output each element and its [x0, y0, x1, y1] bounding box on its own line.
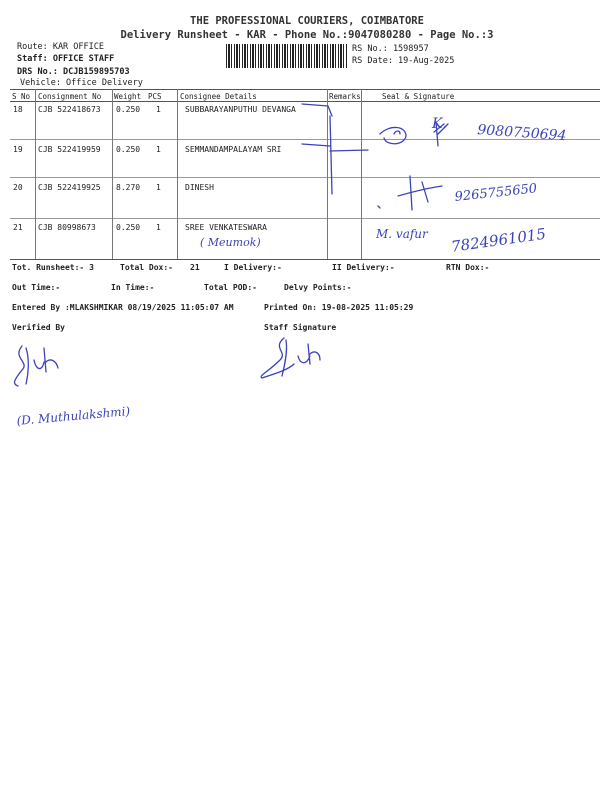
row20-signature — [372, 172, 462, 214]
printed-on: Printed On: 19-08-2025 11:05:29 — [264, 303, 414, 312]
i-delivery: I Delivery:- — [224, 263, 282, 272]
row-consignee: SEMMANDAMPALAYAM SRI — [185, 145, 282, 154]
table-top-rule — [10, 89, 600, 90]
row-pcs: 1 — [156, 105, 161, 114]
entered-by: Entered By :MLAKSHMIKAR 08/19/2025 11:05:07 AM — [12, 303, 234, 312]
row21-recipient-name: M. vafur — [376, 227, 428, 241]
row21-phone: 7824961015 — [450, 224, 548, 256]
handwritten-bracket-mark — [290, 96, 370, 206]
col-header-consignee: Consignee Details — [180, 92, 257, 101]
rs-number: RS No.: 1598957 — [352, 44, 429, 54]
row-weight: 0.250 — [116, 105, 141, 114]
verifier-signature — [8, 340, 78, 390]
row18-mark: K. — [432, 116, 447, 132]
row-weight: 8.270 — [116, 183, 141, 192]
staff-signature-label: Staff Signature — [264, 323, 337, 332]
delvy-points: Delvy Points:- — [284, 283, 352, 292]
row-consignee: DINESH — [185, 183, 214, 192]
verifier-name: (D. Muthulakshmi) — [16, 404, 131, 428]
rtn-dox: RTN Dox:- — [446, 263, 490, 272]
col-header-pcs: PCS — [148, 92, 162, 101]
row-pcs: 1 — [156, 145, 161, 154]
barcode — [226, 44, 348, 68]
ii-delivery: II Delivery:- — [332, 263, 395, 272]
row-consignment: CJB 522419925 — [38, 183, 101, 192]
total-dox-label: Total Dox:- — [120, 263, 173, 272]
total-pod: Total POD:- — [204, 283, 257, 292]
col-rule — [112, 89, 113, 259]
runsheet-subtitle: Delivery Runsheet - KAR - Phone No.:9047080280 - Page No.:3 — [120, 29, 494, 41]
row-consignment: CJB 522419959 — [38, 145, 101, 154]
row20-phone: 9265755650 — [454, 181, 538, 205]
row-weight: 0.250 — [116, 145, 141, 154]
row-sno: 20 — [13, 183, 23, 192]
row-consignment: CJB 522418673 — [38, 105, 101, 114]
row21-note: ( Meumok) — [200, 236, 261, 249]
col-header-sno: S No — [12, 92, 31, 101]
row-consignee: SUBBARAYANPUTHU DEVANGA — [185, 105, 296, 114]
row-rule — [10, 218, 600, 219]
col-rule — [35, 89, 36, 259]
total-dox-value: 21 — [190, 263, 200, 272]
staff-label: Staff: OFFICE STAFF — [17, 54, 115, 64]
row-sno: 21 — [13, 223, 23, 232]
col-rule — [177, 89, 178, 259]
drs-number: DRS No.: DCJB159895703 — [17, 67, 130, 77]
col-header-seal: Seal & Signature — [382, 92, 455, 101]
row-sno: 18 — [13, 105, 23, 114]
vehicle-label: Vehicle: Office Delivery — [20, 78, 143, 88]
table-bottom-rule — [10, 259, 600, 260]
tot-runsheet: Tot. Runsheet:- 3 — [12, 263, 94, 272]
out-time: Out Time:- — [12, 283, 61, 292]
row-pcs: 1 — [156, 183, 161, 192]
row-pcs: 1 — [156, 223, 161, 232]
row-sno: 19 — [13, 145, 23, 154]
row-weight: 0.250 — [116, 223, 141, 232]
verified-by-label: Verified By — [12, 323, 65, 332]
row-consignee: SREE VENKATESWARA — [185, 223, 267, 232]
company-title: THE PROFESSIONAL COURIERS, COIMBATORE — [190, 15, 424, 27]
col-header-weight: Weight — [114, 92, 142, 101]
row18-signature — [376, 112, 486, 152]
col-header-remarks: Remarks — [329, 92, 361, 101]
row18-phone: 9080750694 — [476, 122, 567, 145]
staff-signature — [254, 334, 334, 384]
row-consignment: CJB 80998673 — [38, 223, 96, 232]
in-time: In Time:- — [111, 283, 155, 292]
col-header-consignment: Consignment No — [38, 92, 102, 101]
route-label: Route: KAR OFFICE — [17, 42, 104, 52]
rs-date: RS Date: 19-Aug-2025 — [352, 56, 455, 66]
